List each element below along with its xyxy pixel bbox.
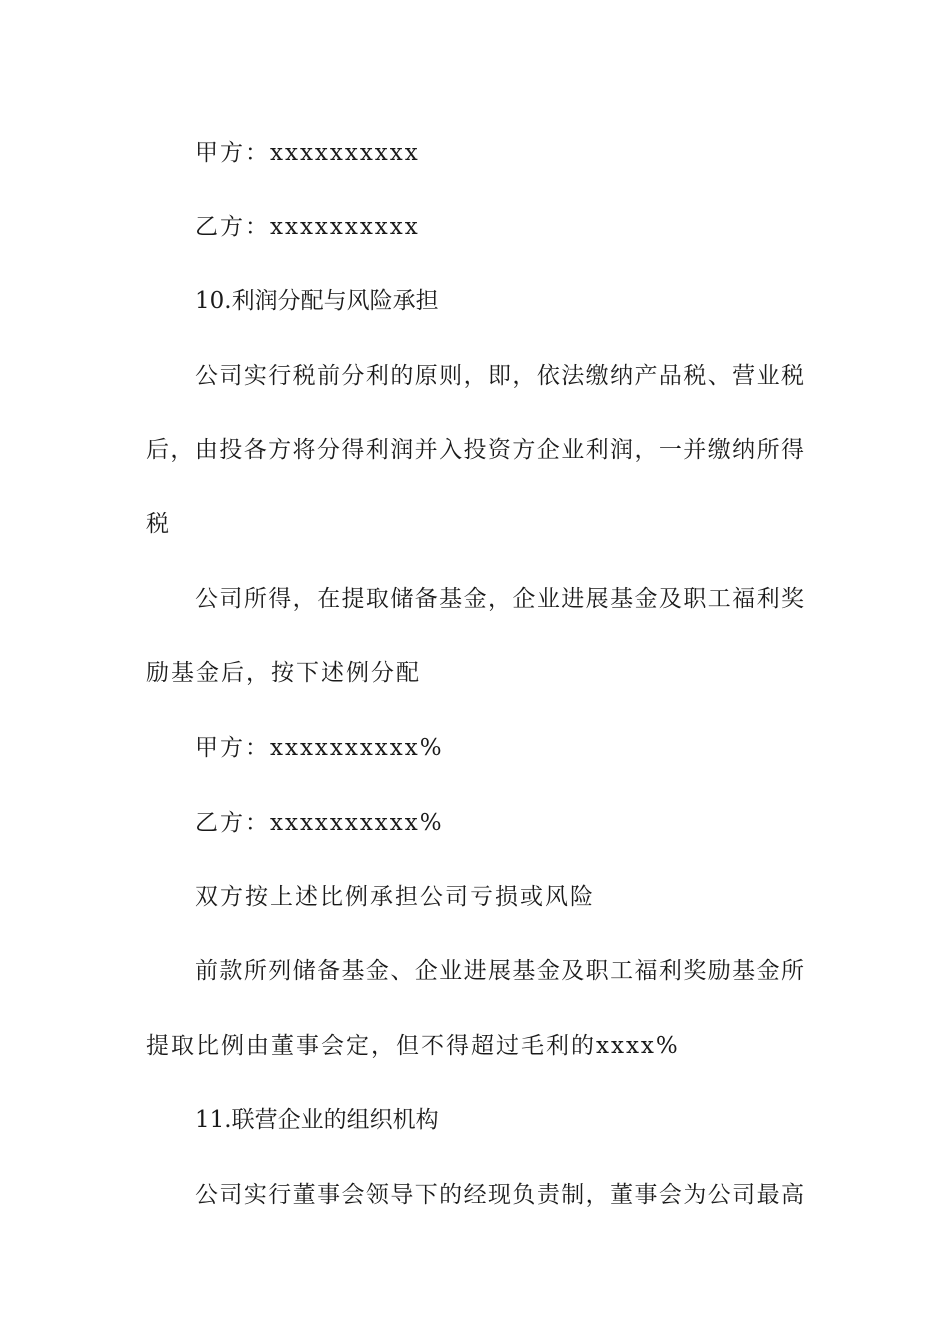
party-b-name-line: 乙方：xxxxxxxxxx [195,214,420,240]
profit-distribution-line-2: 励基金后，按下述例分配 [146,660,421,686]
board-structure-line-1: 公司实行董事会领导下的经现负责制，董事会为公司最高 [195,1182,804,1208]
party-b-share-line: 乙方：xxxxxxxxxx% [195,810,444,836]
risk-sharing-line: 双方按上述比例承担公司亏损或风险 [195,884,595,910]
profit-distribution-line-1: 公司所得，在提取储备基金，企业进展基金及职工福利奖 [195,586,804,612]
fund-ratio-line-1: 前款所列储备基金、企业进展基金及职工福利奖励基金所 [195,958,804,984]
party-a-name-line: 甲方：xxxxxxxxxx [195,140,420,166]
tax-principle-line-2: 后，由投各方将分得利润并入投资方企业利润，一并缴纳所得 [146,437,804,463]
party-a-share-line: 甲方：xxxxxxxxxx% [195,735,444,761]
tax-principle-line-1: 公司实行税前分利的原则，即，依法缴纳产品税、营业税 [195,363,804,389]
section-10-heading: 10.利润分配与风险承担 [195,288,439,314]
section-11-heading: 11.联营企业的组织机构 [195,1107,439,1133]
tax-principle-line-3: 税 [146,511,171,537]
fund-ratio-line-2: 提取比例由董事会定，但不得超过毛利的xxxx% [146,1033,680,1059]
